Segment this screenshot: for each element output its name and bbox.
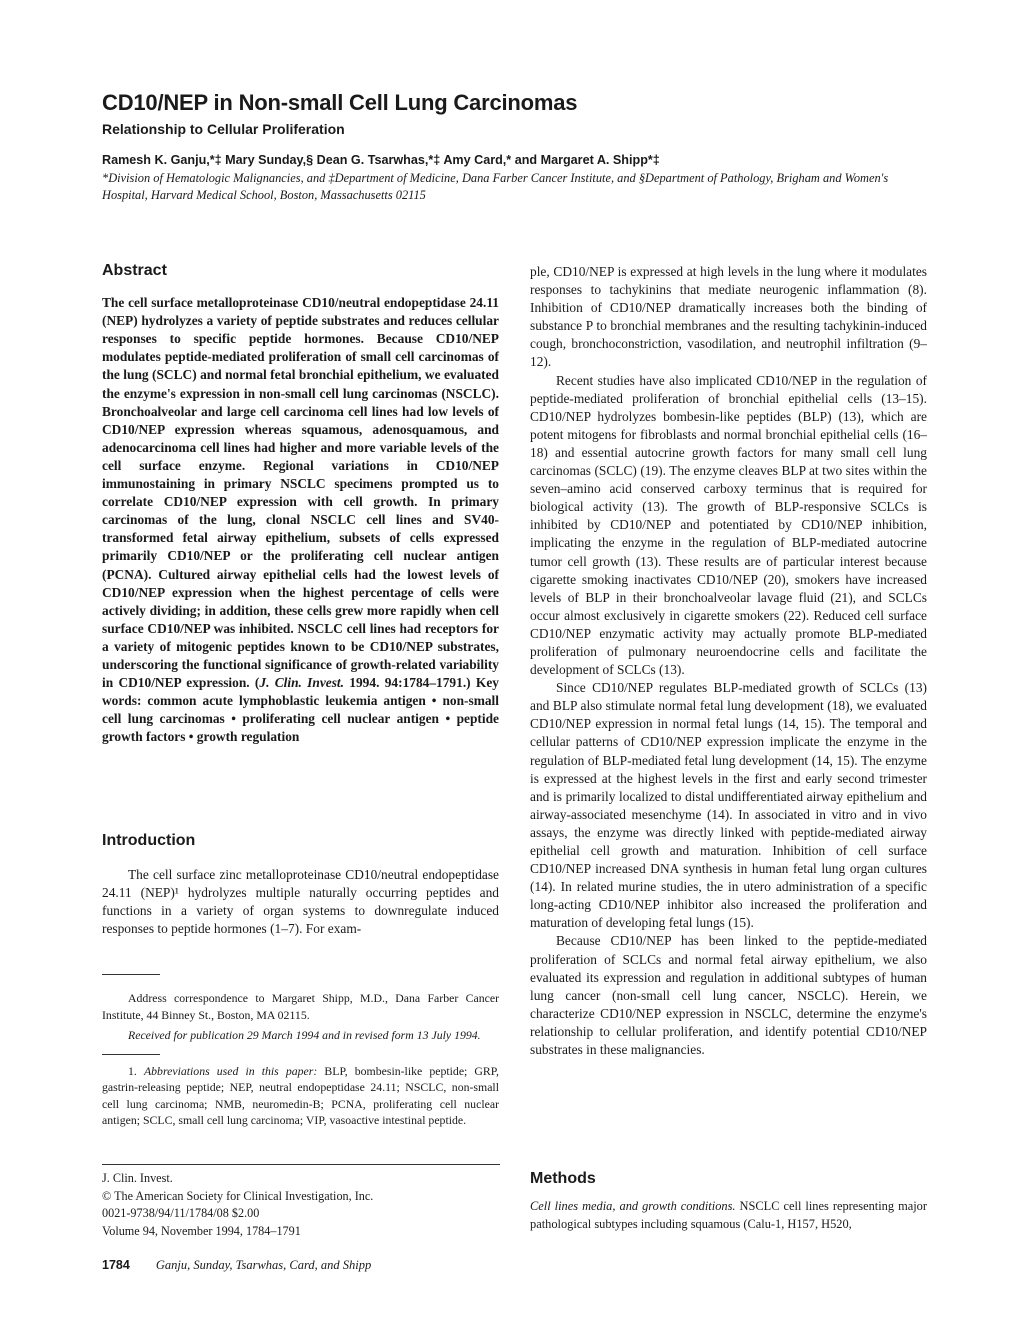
copyright-issn: 0021-9738/94/11/1784/08 $2.00: [102, 1206, 260, 1220]
methods-paragraph: [530, 1198, 927, 1233]
copyright-block: [102, 1170, 373, 1240]
copyright-divider: [102, 1164, 500, 1165]
footnote-abbrev-lead: Abbreviations used in this paper:: [143, 1063, 318, 1078]
footnotes: [102, 990, 499, 1133]
intro-paragraph-2: Recent studies have also implicated CD10/NEP in the regulation of peptide-mediated proliferation of bronchial epithelial cells (13–15). CD10/NEP hydrolyzes bombesin-like peptides (BLP) (13), which are potent mitogens for fibroblasts and normal bronchial epithelial cells (16–18) and essential autocrine growth factors for many small cell lung carcinomas (SCLC) (19). The enzyme cleaves BLP at two sites within the seven–amino acid conserved carboxy terminus that is required for biological activity (13). The growth of BLP-responsive SCLCs is inhibited by CD10/NEP and potentiated by CD10/NEP inhibition, implicating the enzyme in the regulation of BLP-mediated autocrine tumor cell growth (13). These results are of particular interest because cigarette smoking inactivates CD10/NEP (20), smokers have increased levels of BLP in their bronchoalveolar lavage fluid (21), and SCLCs occur almost exclusively in cigarette smokers (22). Reduced cell surface CD10/NEP enzymatic activity may actually promote BLP-mediated proliferation of pulmonary neuroendocrine cells and facilitate the development of SCLCs (13).: [530, 372, 927, 678]
intro-paragraph-4: Because CD10/NEP has been linked to the peptide-mediated proliferation of SCLCs and normal fetal airway epithelium, we also evaluated its expression and regulation in additional subtypes of human lung cancer (non-small cell lung cancer, NSCLC). Herein, we characterize CD10/NEP expression in NSCLC, determine the enzyme's relationship to cellular proliferation, and identify potential CD10/NEP substrates in these malignancies.: [530, 933, 927, 1058]
intro-paragraph-3: Since CD10/NEP regulates BLP-mediated growth of SCLCs (13) and BLP also stimulate normal fetal lung development (18), we evaluated CD10/NEP expression in normal fetal lungs (14, 15). The temporal and cellular patterns of CD10/NEP expression implicate the enzyme in the regulation of BLP-mediated fetal lung development (14, 15). The enzyme is expressed at the highest levels in the first and early second trimester and is primarily localized to distal undifferentiated airway epithelium and airway-associated mesenchyme (14). In associated in vitro and in vivo assays, the enzyme was directly linked with peptide-mediated airway epithelial cell growth and maturation. Inhibition of cell surface CD10/NEP increased DNA synthesis in human fetal lung organ cultures (14). In related murine studies, the in utero administration of a specific long-acting CD10/NEP inhibitor also increased the proliferation and maturation of developing fetal lungs (15).: [530, 680, 927, 931]
footnote-address: Address correspondence to Margaret Shipp, M.D., Dana Farber Cancer Institute, 44 Binney St., Boston, MA 02115.: [102, 991, 499, 1022]
right-column: [530, 263, 927, 1059]
introduction-section: [102, 832, 499, 938]
abstract-body: The cell surface metalloproteinase CD10/neutral endopeptidase 24.11 (NEP) hydrolyzes a variety of peptide substrates and reduces cellular responses to specific peptide hormones. Because CD10/NEP modulates peptide-mediated proliferation of small cell carcinomas of the lung (SCLC) and normal fetal bronchial epithelium, we evaluated the enzyme's expression in non-small cell lung carcinomas (NSCLC). Bronchoalveolar and large cell carcinoma cell lines had low levels of CD10/NEP expression whereas squamous, adenosquamous, and adenocarcinoma cell lines had higher and more variable levels of the cell surface enzyme. Regional variations in CD10/NEP immunostaining in primary NSCLC specimens prompted us to correlate CD10/NEP expression with cell growth. In primary carcinomas of the lung, clonal NSCLC cell lines and SV40-transformed fetal airway epithelium, subsets of cells expressed primarily CD10/NEP or the proliferating cell nuclear antigen (PCNA). Cultured airway epithelial cells had the lowest levels of CD10/NEP expression when the highest percentage of cells were actively dividing; in addition, these cells grew more rapidly when cell surface CD10/NEP was inhibited. NSCLC cell lines had receptors for a variety of mitogenic peptides known to be CD10/NEP substrates, underscoring the functional significance of growth-related variability in CD10/NEP expression. (: [102, 295, 499, 691]
intro-paragraph-1-left: The cell surface zinc metalloproteinase CD10/neutral endopeptidase 24.11 (NEP)¹ hydrolyzes multiple naturally occurring peptides and functions in a variety of organ systems to downregulate induced responses to peptide hormones (1–7). For exam-: [102, 867, 499, 937]
abstract-heading: Abstract: [102, 262, 167, 279]
methods-heading: Methods: [530, 1170, 596, 1187]
methods-lead: Cell lines media, and growth conditions.: [530, 1199, 736, 1214]
footnote-received: [102, 1027, 499, 1044]
introduction-heading: Introduction: [102, 832, 196, 849]
page-footer: [102, 1258, 371, 1273]
methods-text: NSCLC cell lines representing major pathological subtypes including squamous (Calu-1, H157, H520,: [530, 1199, 927, 1231]
abstract-text: [102, 294, 499, 746]
footnote-divider: [102, 974, 160, 975]
footnote-divider-2: [102, 1054, 160, 1055]
abstract-citation-rest: 1994. 94:1784–1791.) Key words: common acute lymphoblastic leukemia antigen • non-small cell lung carcinomas • proliferating cell nuclear antigen • peptide growth factors • growth regulation: [102, 675, 499, 745]
methods-section: [530, 1170, 927, 1233]
author-list: Ramesh K. Ganju,*‡ Mary Sunday,§ Dean G. Tsarwhas,*‡ Amy Card,* and Margaret A. Shipp*‡: [102, 153, 660, 167]
abstract-section: [102, 262, 499, 746]
copyright-volume: Volume 94, November 1994, 1784–1791: [102, 1223, 301, 1238]
footnote-abbrev-text: BLP, bombesin-like peptide; GRP, gastrin-releasing peptide; NEP, neutral endopeptidase 24.11; NSCLC, non-small cell lung carcinoma; NMB, neuromedin-B; PCNA, proliferating cell nuclear antigen; SCLC, small cell lung carcinoma; VIP, vasoactive intestinal peptide.: [102, 1063, 500, 1127]
page-number: 1784: [102, 1258, 130, 1272]
article-subtitle: Relationship to Cellular Proliferation: [102, 121, 345, 137]
copyright-society: © The American Society for Clinical Investigation, Inc.: [102, 1188, 374, 1203]
running-authors: Ganju, Sunday, Tsarwhas, Card, and Shipp: [155, 1258, 372, 1272]
article-title: CD10/NEP in Non-small Cell Lung Carcinomas: [102, 90, 578, 115]
footnote-received-text: Received for publication 29 March 1994 and in revised form 13 July 1994.: [128, 1028, 481, 1042]
copyright-journal: J. Clin. Invest.: [102, 1171, 173, 1185]
footnote-number: 1.: [128, 1063, 144, 1078]
abstract-citation-journal: J. Clin. Invest.: [259, 675, 344, 691]
footnote-abbreviations: [102, 1063, 499, 1129]
affiliation: *Division of Hematologic Malignancies, and ‡Department of Medicine, Dana Farber Cancer Institute, and §Department of Pathology, Brigham and Women's Hospital, Harvard Medical School, Boston, Massachusetts 02115: [102, 171, 889, 202]
intro-paragraph-1-right: ple, CD10/NEP is expressed at high levels in the lung where it modulates responses to tachykinins that mediate neurogenic inflammation (8). Inhibition of CD10/NEP dramatically increases both the binding of substance P to bronchial membranes and the resulting tachykinin-induced cough, bronchoconstriction, vasodilation, and neutrophil infiltration (9–12).: [530, 264, 927, 370]
